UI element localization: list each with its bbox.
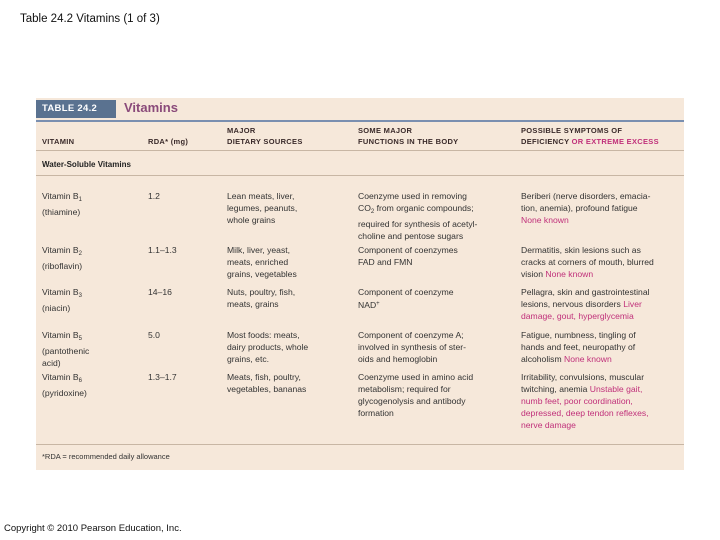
functions-cell: Component of coenzymes FAD and FMN <box>358 245 458 267</box>
table-number-badge: TABLE 24.2 <box>36 100 116 118</box>
table-name: Vitamins <box>124 100 178 115</box>
vitamin-cell: Vitamin $B_5$ (pantothenic acid) <box>42 330 90 368</box>
table-bottom-divider <box>36 444 684 445</box>
header-symptoms: POSSIBLE SYMPTOMS OF DEFICIENCY OR EXTREME EXCESS <box>521 126 659 146</box>
symptoms-cell: Irritability, convulsions, muscular twitching, anemia Unstable gait, numb feet, poor coordination, depressed, deep tendon reflexes, nerve damage <box>521 372 649 430</box>
sources-cell: Most foods: meats, dairy products, whole grains, etc. <box>227 330 309 364</box>
header-vitamin: VITAMIN <box>42 137 75 146</box>
vitamin-cell: Vitamin $B_3$ (niacin) <box>42 287 82 313</box>
header-functions: SOME MAJOR FUNCTIONS IN THE BODY <box>358 126 459 146</box>
vitamin-cell: Vitamin $B_1$ (thiamine) <box>42 191 82 217</box>
vitamin-cell: Vitamin $B_6$ (pyridoxine) <box>42 372 87 398</box>
symptoms-cell: Dermatitis, skin lesions such as cracks at corners of mouth, blurred vision None known <box>521 245 654 279</box>
rda-cell: 1.3–1.7 <box>148 372 177 382</box>
symptoms-cell: Pellagra, skin and gastrointestinal lesions, nervous disorders Liver damage, gout, hyperglycemia <box>521 287 650 321</box>
symptoms-cell: Beriberi (nerve disorders, emacia- tion, anemia), profound fatigue None known <box>521 191 651 225</box>
functions-cell: Component of coenzyme NAD+ <box>358 287 454 310</box>
functions-cell: Component of coenzyme A; involved in synthesis of ster- oids and hemoglobin <box>358 330 466 364</box>
rda-cell: 5.0 <box>148 330 160 340</box>
section-label: Water-Soluble Vitamins <box>42 160 131 169</box>
section-divider <box>36 175 684 176</box>
rda-cell: 1.1–1.3 <box>148 245 177 255</box>
functions-cell: Coenzyme used in removing $CO_2$ from organic compounds; required for synthesis of acetyl- choline and pentose sugars <box>358 191 478 241</box>
sources-cell: Milk, liver, yeast, meats, enriched grains, vegetables <box>227 245 297 279</box>
table-footnote: *RDA = recommended daily allowance <box>42 452 170 461</box>
vitamins-table <box>36 98 684 470</box>
rda-cell: 1.2 <box>148 191 160 201</box>
table-title-bar <box>36 98 684 122</box>
symptoms-cell: Fatigue, numbness, tingling of hands and feet, neuropathy of alcoholism None known <box>521 330 636 364</box>
header-rda: RDA* (mg) <box>148 137 189 146</box>
sources-cell: Meats, fish, poultry, vegetables, bananas <box>227 372 307 394</box>
rda-cell: 14–16 <box>148 287 172 297</box>
sources-cell: Lean meats, liver, legumes, peanuts, whole grains <box>227 191 298 225</box>
functions-cell: Coenzyme used in amino acid metabolism; required for glycogenolysis and antibody formation <box>358 372 474 418</box>
header-dietary-sources: MAJOR DIETARY SOURCES <box>227 126 303 146</box>
header-divider <box>36 150 684 151</box>
sources-cell: Nuts, poultry, fish, meats, grains <box>227 287 296 309</box>
slide-title: Table 24.2 Vitamins (1 of 3) <box>20 13 160 25</box>
vitamin-cell: Vitamin $B_2$ (riboflavin) <box>42 245 83 271</box>
copyright-notice: Copyright © 2010 Pearson Education, Inc. <box>4 523 182 534</box>
